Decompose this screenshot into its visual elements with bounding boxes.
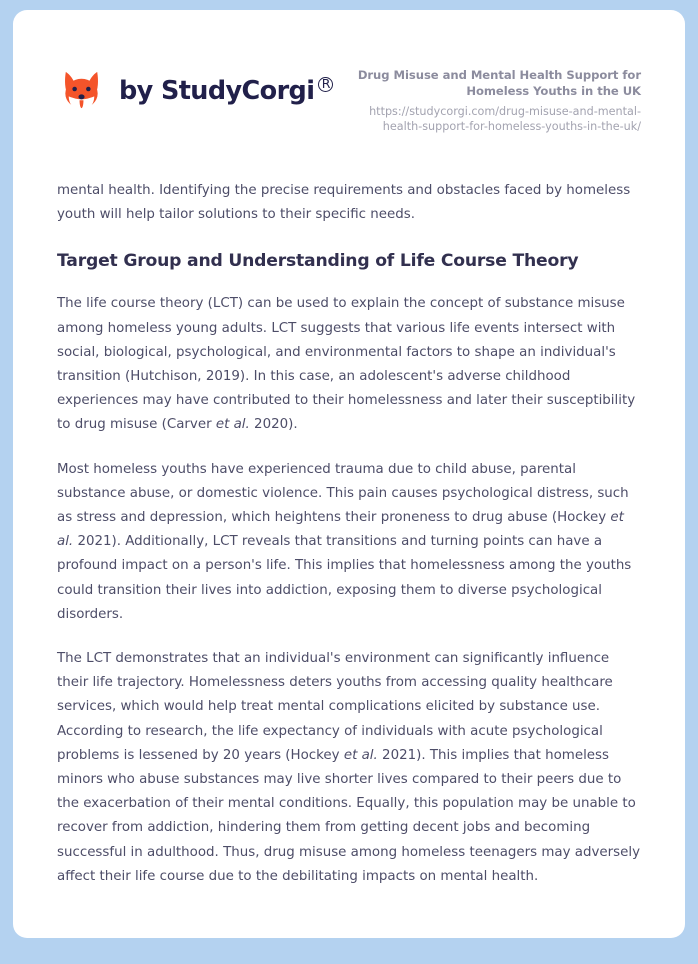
citation-et-al: et al.	[343, 747, 378, 763]
document-title: Drug Misuse and Mental Health Support for Homeless Youths in the UK	[357, 68, 641, 98]
header-meta	[333, 62, 641, 134]
brand-logo	[57, 62, 333, 115]
intro-paragraph: mental health. Identifying the precise requirements and obstacles faced by homeless youth will help tailor solutions to their specific needs.	[57, 183, 631, 223]
paragraph-text-run: 2020).	[249, 417, 298, 433]
paragraph-lct-overview	[57, 292, 641, 437]
paragraph-text-run: The LCT demonstrates that an individual's environment can significantly influence their life trajectory. Homelessness deters youths from accessing quality healthcare services, which would help treat mental complications elicited by substance use. According to research, the life expectancy of individuals with acute psychological problems is lessened by 20 years (Hockey	[57, 651, 613, 763]
brand-wordmark	[119, 76, 333, 106]
paragraph-text-run: 2021). This implies that homeless minors who abuse substances may live shorter lives compared to their peers due to the exacerbation of their mental conditions. Equally, this population may be unable to recover from addiction, hindering them from getting decent jobs and becoming successful in adulthood. Thus, drug misuse among homeless teenagers may adversely affect their life course due to the debilitating impacts on mental health.	[57, 747, 641, 884]
document-sheet	[13, 10, 685, 938]
paragraph-trauma	[57, 458, 641, 627]
document-body	[13, 179, 685, 889]
citation-et-al: et al.	[215, 417, 250, 433]
section-heading: Target Group and Understanding of Life Course Theory	[57, 251, 579, 272]
source-url: https://studycorgi.com/drug-misuse-and-mental-health-support-for-homeless-youths-in-the-uk/	[369, 105, 641, 133]
paragraph-text-run: Most homeless youths have experienced trauma due to child abuse, parental substance abuse, or domestic violence. This pain causes psychological distress, such as stress and depression, which heightens their proneness to drug abuse (Hockey	[57, 461, 629, 526]
paragraph-text-run: 2021). Additionally, LCT reveals that transitions and turning points can have a profound impact on a person's life. This implies that homelessness among the youths could transition their lives into addiction, exposing them to diverse psychological disorders.	[57, 534, 632, 622]
registered-trademark-icon: R	[318, 77, 333, 92]
corgi-mascot-icon	[57, 66, 106, 115]
paragraph-text-run: The life course theory (LCT) can be used to explain the concept of substance misuse among homeless young adults. LCT suggests that various life events intersect with social, biological, psychological, and environmental factors to shape an individual's transition (Hutchison, 2019). In this case, an adolescent's adverse childhood experiences may have contributed to their homelessness and later their susceptibility to drug misuse (Carver	[57, 296, 636, 433]
citation-et-al: et al.	[57, 510, 624, 550]
paragraph-environment	[57, 647, 641, 889]
brand-name-text: by StudyCorgi	[119, 75, 315, 106]
document-header	[13, 10, 685, 134]
